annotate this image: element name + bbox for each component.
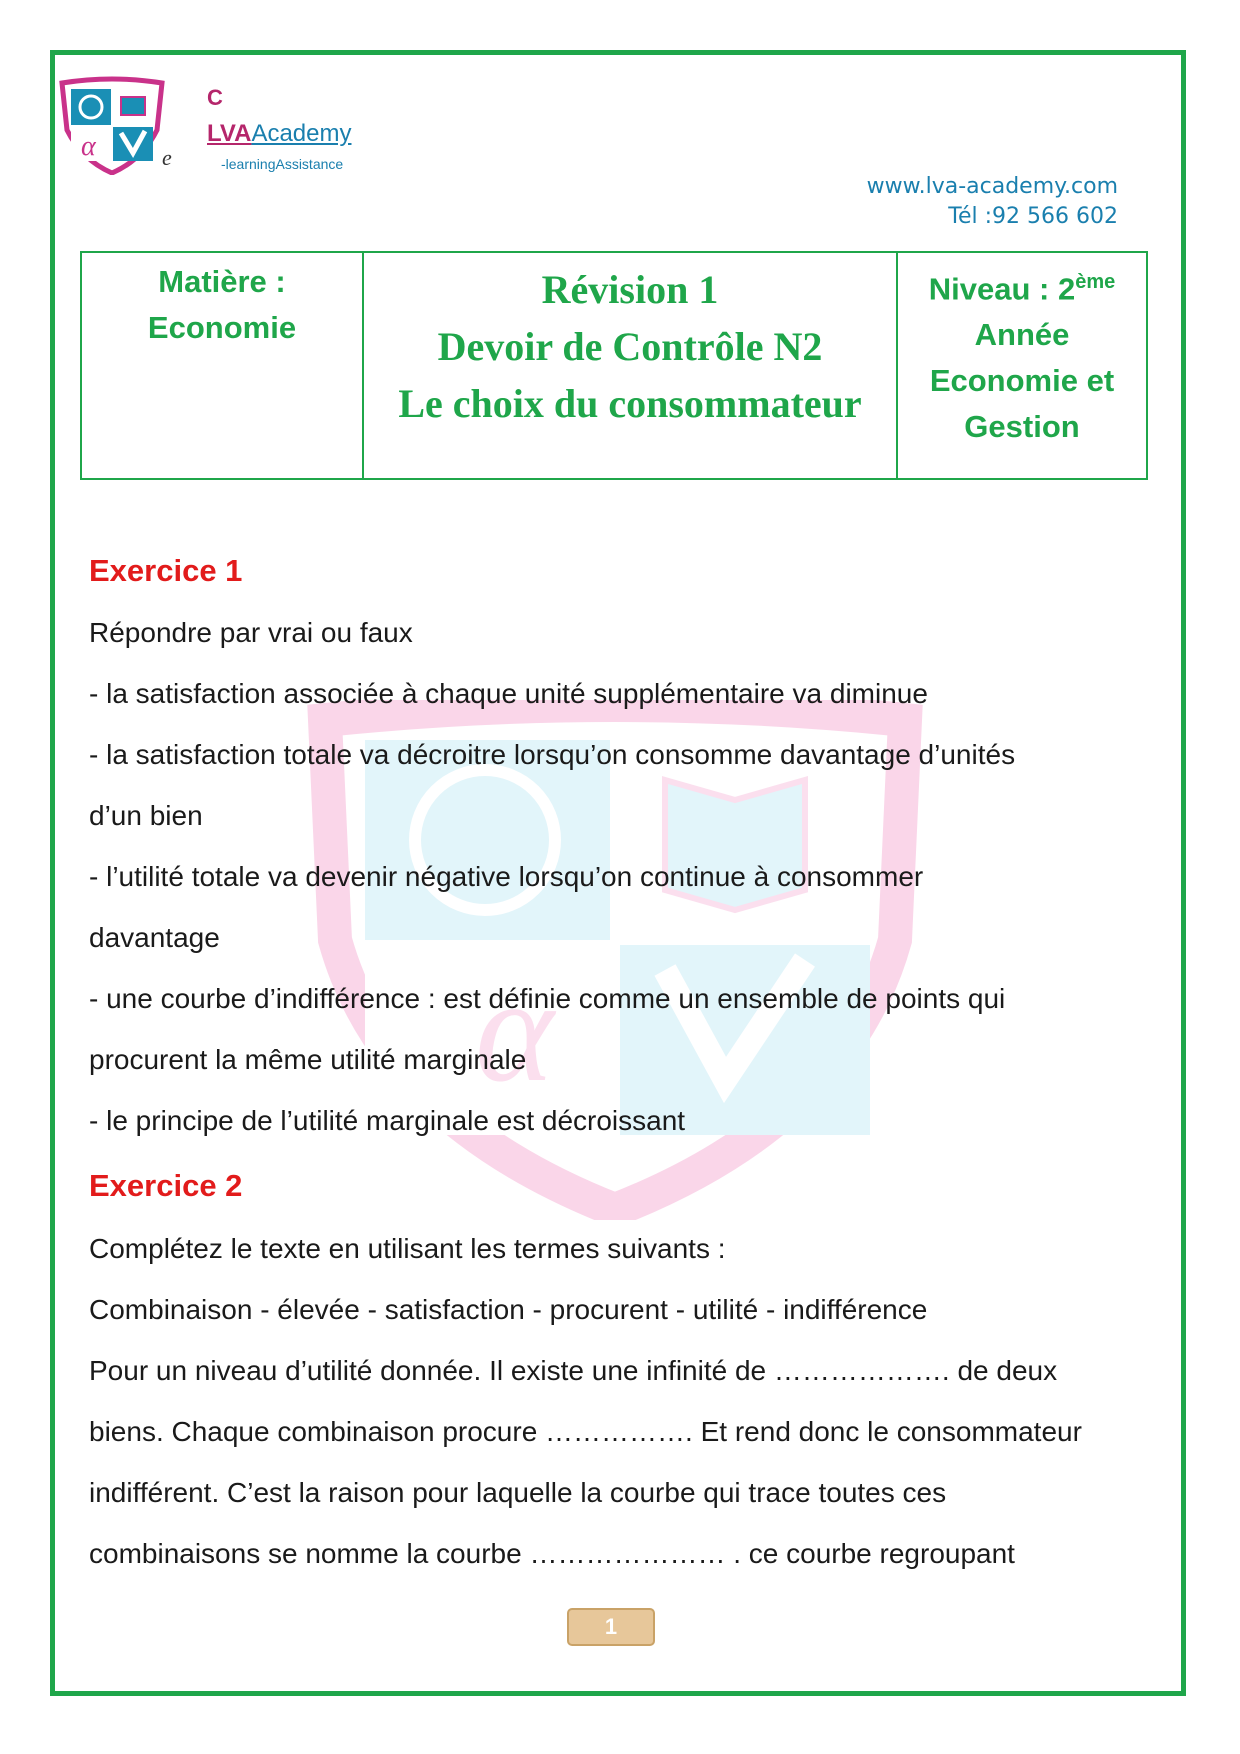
exercise-1-line: - l’utilité totale va devenir négative lorsqu’on continue à consommer bbox=[89, 861, 924, 892]
exercise-1-line: davantage bbox=[89, 922, 220, 953]
title-line-1: Révision 1 bbox=[541, 267, 719, 312]
subject-value: Economie bbox=[147, 310, 297, 345]
exercise-1-line: Répondre par vrai ou faux bbox=[89, 617, 413, 648]
exercise-1-line: - la satisfaction totale va décroitre lorsqu’on consomme davantage d’unités bbox=[89, 739, 1016, 770]
exercise-2-line: biens. Chaque combinaison procure ……………. Et rend donc le consommateur bbox=[89, 1416, 1082, 1447]
subject-cell bbox=[81, 252, 363, 479]
exercise-2-title: Exercice 2 bbox=[89, 1168, 243, 1203]
page-number-badge: 1 bbox=[567, 1608, 655, 1646]
contact-block bbox=[867, 172, 1118, 232]
level-superscript: ème bbox=[1075, 271, 1116, 293]
logo-e-letter: e bbox=[162, 145, 172, 170]
level-cell bbox=[897, 252, 1147, 479]
level-line-2: Année bbox=[974, 317, 1070, 353]
exercise-1-title: Exercice 1 bbox=[89, 553, 243, 588]
exercise-2-line: Pour un niveau d’utilité donnée. Il existe une infinité de ………………. de deux bbox=[89, 1355, 1058, 1386]
website-link[interactable]: www.lva-academy.com bbox=[866, 174, 1118, 199]
phone-number: Tél :92 566 602 bbox=[948, 204, 1118, 229]
lva-academy-logo bbox=[57, 75, 167, 175]
svg-text:α: α bbox=[475, 947, 554, 1113]
exercise-2-line: Complétez le texte en utilisant les termes suivants : bbox=[89, 1233, 726, 1264]
brand-name bbox=[207, 120, 351, 148]
exercise-1-line: procurent la même utilité marginale bbox=[89, 1044, 527, 1075]
header-table bbox=[80, 251, 1148, 480]
exercise-1-line: - le principe de l’utilité marginale est décroissant bbox=[89, 1105, 686, 1136]
level-label-text: Niveau : 2 bbox=[928, 271, 1076, 307]
title-cell bbox=[363, 252, 897, 479]
brand-name-lva: LVA bbox=[207, 120, 252, 147]
exercise-2-line: combinaisons se nomme la courbe ………………… . ce courbe regroupant bbox=[89, 1538, 1015, 1569]
level-line-3: Economie et bbox=[929, 363, 1115, 399]
level-line-4: Gestion bbox=[964, 409, 1080, 445]
level-label bbox=[899, 259, 1145, 312]
watermark-logo bbox=[285, 700, 945, 1220]
exercise-2-line: indifférent. C’est la raison pour laquelle la courbe qui trace toutes ces bbox=[89, 1477, 947, 1508]
brand-c-letter: C bbox=[207, 85, 223, 110]
subject-label: Matière : bbox=[158, 264, 286, 299]
svg-text:α: α bbox=[81, 131, 96, 162]
title-line-2: Devoir de Contrôle N2 bbox=[437, 324, 823, 369]
brand-tagline: -learningAssistance bbox=[221, 156, 344, 172]
exercise-1-line: - la satisfaction associée à chaque unité supplémentaire va diminue bbox=[89, 678, 928, 709]
exercise-1-line: d’un bien bbox=[89, 800, 203, 831]
exercise-1-line: - une courbe d’indifférence : est définie comme un ensemble de points qui bbox=[89, 983, 1006, 1014]
title-line-3: Le choix du consommateur bbox=[398, 381, 862, 426]
exercise-2-line: Combinaison - élevée - satisfaction - procurent - utilité - indifférence bbox=[89, 1294, 928, 1325]
brand-name-academy: Academy bbox=[251, 120, 352, 147]
